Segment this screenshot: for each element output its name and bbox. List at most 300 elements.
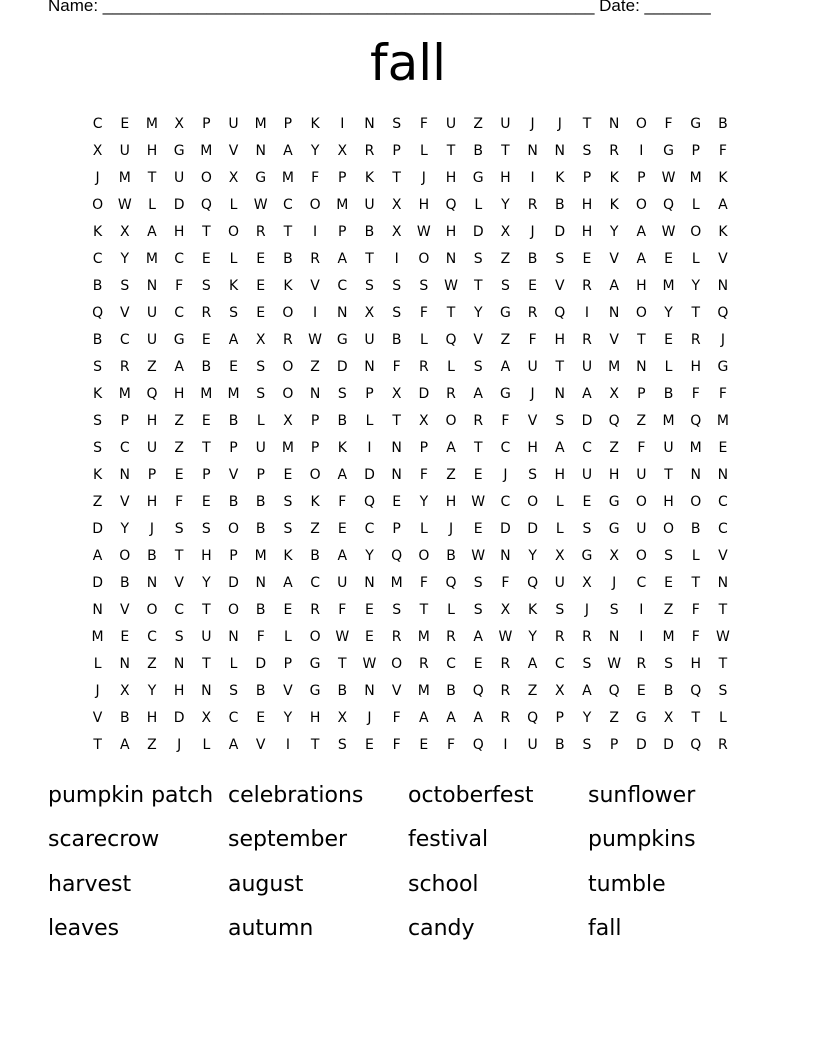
grid-letter: M (118, 385, 131, 402)
grid-letter: K (364, 169, 375, 186)
grid-letter: Q (717, 304, 729, 321)
grid-letter: T (446, 304, 456, 321)
grid-letter: Y (501, 196, 510, 213)
grid-letter: O (527, 493, 539, 510)
grid-letter: S (174, 628, 184, 645)
grid-letter: M (417, 628, 430, 645)
grid-letter: N (146, 277, 158, 294)
grid-letter: T (392, 412, 401, 429)
grid-letter: X (582, 574, 592, 591)
grid-letter: Y (528, 547, 537, 564)
grid-letter: V (228, 466, 239, 483)
grid-letter: Z (609, 709, 619, 726)
grid-letter: X (391, 223, 402, 240)
grid-letter: I (313, 223, 318, 240)
grid-letter: X (663, 709, 674, 726)
grid-row (84, 515, 744, 542)
grid-letter: F (392, 736, 401, 753)
grid-letter: F (691, 601, 700, 618)
grid-letter: O (690, 223, 702, 240)
grid-letter: S (120, 277, 130, 294)
grid-letter: U (146, 304, 158, 321)
grid-letter: H (418, 196, 430, 213)
grid-letter: T (555, 358, 565, 375)
grid-letter: Q (472, 682, 484, 699)
grid-row (84, 623, 744, 650)
grid-letter: P (392, 142, 401, 159)
grid-letter: A (554, 439, 565, 456)
grid-letter: S (337, 385, 347, 402)
grid-letter: M (336, 196, 349, 213)
grid-letter: C (92, 115, 103, 132)
grid-letter: X (201, 709, 212, 726)
grid-letter: O (119, 547, 131, 564)
letter-grid (84, 110, 744, 758)
grid-row (84, 407, 744, 434)
grid-letter: A (473, 709, 483, 726)
grid-letter: W (661, 169, 676, 186)
grid-letter: S (174, 520, 184, 537)
grid-letter: M (145, 250, 159, 267)
grid-letter: A (718, 196, 728, 213)
grid-letter: N (391, 466, 402, 483)
grid-row (84, 218, 744, 245)
grid-letter: O (309, 628, 321, 645)
grid-letter: D (364, 466, 375, 483)
grid-letter: N (173, 655, 185, 672)
grid-letter: M (254, 115, 267, 132)
grid-letter: R (391, 628, 402, 645)
grid-letter: U (500, 115, 511, 132)
grid-letter: V (119, 601, 130, 618)
grid-letter: X (609, 385, 619, 402)
grid-row (84, 542, 744, 569)
grid-letter: C (228, 709, 239, 726)
grid-letter: X (500, 601, 511, 618)
grid-letter: S (256, 385, 266, 402)
grid-letter: M (281, 169, 294, 186)
grid-letter: Z (92, 493, 103, 510)
grid-letter: B (337, 682, 348, 699)
grid-letter: L (419, 142, 428, 159)
grid-letter: O (635, 196, 647, 213)
grid-letter: S (93, 439, 103, 456)
grid-letter: B (119, 709, 130, 726)
word-bank-item: leaves (48, 915, 120, 941)
grid-letter: E (337, 520, 347, 537)
word-bank-item: octoberfest (408, 783, 534, 808)
grid-letter: T (147, 169, 157, 186)
grid-letter: T (202, 439, 211, 456)
grid-letter: A (446, 439, 456, 456)
grid-letter: J (612, 574, 617, 591)
grid-letter: C (718, 493, 728, 510)
grid-letter: R (201, 304, 212, 321)
grid-letter: B (92, 331, 103, 348)
grid-letter: E (664, 250, 673, 267)
grid-letter: P (637, 169, 646, 186)
grid-letter: V (255, 736, 266, 753)
grid-letter: M (689, 169, 702, 186)
grid-letter: E (283, 466, 293, 483)
grid-letter: K (93, 223, 103, 240)
grid-letter: O (635, 547, 647, 564)
grid-letter: Z (174, 412, 184, 429)
grid-letter: B (283, 250, 293, 267)
grid-letter: L (93, 655, 102, 672)
grid-letter: A (636, 250, 647, 267)
grid-letter: S (528, 466, 538, 483)
grid-letter: S (419, 277, 429, 294)
grid-letter: G (717, 358, 729, 375)
grid-letter: B (228, 493, 239, 510)
grid-letter: R (500, 655, 511, 672)
grid-letter: H (636, 277, 647, 294)
grid-letter: X (255, 331, 266, 348)
grid-letter: A (119, 736, 130, 753)
grid-letter: V (554, 277, 565, 294)
grid-letter: S (582, 736, 592, 753)
word-bank-item: festival (408, 827, 489, 853)
grid-letter: H (581, 196, 593, 213)
grid-letter: B (255, 493, 266, 510)
grid-letter: Y (310, 142, 320, 159)
grid-letter: F (528, 331, 537, 348)
grid-letter: B (201, 358, 212, 375)
grid-letter: Z (609, 439, 619, 456)
grid-letter: E (582, 250, 592, 267)
word-bank-item: candy (408, 915, 475, 941)
grid-letter: M (200, 142, 213, 159)
grid-letter: Y (609, 223, 619, 240)
grid-letter: B (337, 412, 348, 429)
grid-letter: L (365, 412, 374, 429)
grid-letter: R (500, 709, 511, 726)
grid-letter: B (446, 682, 456, 699)
grid-letter: M (662, 628, 675, 645)
grid-letter: V (609, 250, 619, 267)
grid-letter: R (418, 655, 429, 672)
grid-letter: U (201, 628, 212, 645)
grid-letter: J (503, 466, 508, 483)
grid-letter: C (174, 304, 185, 321)
grid-letter: U (228, 115, 239, 132)
grid-letter: Q (690, 682, 702, 699)
grid-letter: S (283, 493, 293, 510)
grid-letter: Q (608, 412, 620, 429)
grid-letter: H (146, 412, 158, 429)
grid-letter: Q (363, 493, 375, 510)
grid-letter: S (229, 304, 238, 321)
grid-row (84, 380, 744, 407)
grid-letter: B (228, 412, 239, 429)
grid-letter: S (664, 655, 673, 672)
grid-letter: O (228, 520, 240, 537)
grid-letter: S (555, 412, 565, 429)
grid-letter: F (447, 736, 456, 753)
grid-letter: X (554, 682, 565, 699)
grid-letter: W (444, 277, 458, 294)
grid-row (84, 731, 744, 758)
grid-letter: P (202, 466, 211, 483)
grid-letter: D (418, 385, 430, 402)
grid-letter: O (282, 304, 294, 321)
grid-letter: R (582, 331, 592, 348)
grid-letter: M (417, 682, 430, 699)
grid-letter: V (310, 277, 320, 294)
grid-letter: M (91, 628, 104, 645)
grid-letter: Y (202, 574, 211, 591)
grid-letter: L (555, 520, 564, 537)
word-bank-item: celebrations (228, 783, 364, 808)
grid-letter: X (283, 412, 293, 429)
grid-letter: G (472, 169, 484, 186)
grid-letter: P (283, 115, 293, 132)
grid-letter: A (337, 250, 348, 267)
grid-letter: G (255, 169, 267, 186)
grid-letter: E (473, 466, 483, 483)
grid-letter: T (718, 601, 728, 618)
grid-letter: K (718, 169, 728, 186)
grid-letter: S (582, 655, 592, 672)
grid-letter: S (473, 250, 483, 267)
grid-letter: W (253, 196, 268, 213)
grid-letter: V (92, 709, 103, 726)
grid-letter: R (500, 682, 511, 699)
grid-letter: R (255, 223, 266, 240)
grid-letter: R (364, 142, 375, 159)
grid-letter: F (718, 142, 727, 159)
grid-letter: R (527, 304, 538, 321)
grid-letter: I (503, 736, 508, 753)
grid-letter: T (582, 115, 592, 132)
word-bank-item: scarecrow (48, 827, 160, 853)
grid-letter: R (609, 142, 620, 159)
grid-letter: M (254, 547, 267, 564)
grid-letter: K (609, 196, 619, 213)
grid-letter: S (256, 358, 266, 375)
grid-letter: O (228, 223, 240, 240)
grid-letter: T (691, 709, 700, 726)
grid-letter: Z (473, 115, 484, 132)
grid-letter: Z (500, 250, 511, 267)
grid-letter: C (119, 331, 130, 348)
grid-letter: R (718, 736, 728, 753)
grid-letter: E (528, 277, 538, 294)
grid-letter: M (716, 412, 729, 429)
grid-letter: N (500, 547, 511, 564)
grid-letter: N (445, 250, 457, 267)
grid-letter: H (690, 358, 701, 375)
grid-letter: O (391, 655, 403, 672)
grid-letter: A (419, 709, 429, 726)
grid-letter: T (310, 736, 320, 753)
grid-letter: Z (446, 466, 456, 483)
grid-letter: P (555, 709, 564, 726)
grid-letter: L (148, 196, 156, 213)
grid-letter: U (554, 574, 565, 591)
grid-letter: P (338, 223, 347, 240)
grid-letter: N (717, 277, 729, 294)
grid-letter: L (447, 601, 455, 618)
grid-row (84, 245, 744, 272)
grid-letter: F (419, 466, 428, 483)
grid-letter: Y (283, 709, 293, 726)
grid-letter: F (637, 439, 646, 456)
grid-letter: L (202, 736, 211, 753)
grid-letter: E (201, 493, 211, 510)
grid-letter: F (392, 358, 401, 375)
grid-letter: U (527, 358, 538, 375)
grid-letter: A (228, 736, 239, 753)
grid-letter: C (92, 250, 103, 267)
grid-letter: I (285, 736, 290, 753)
grid-letter: H (663, 493, 674, 510)
grid-letter: B (663, 682, 674, 699)
grid-row (84, 272, 744, 299)
grid-letter: E (229, 358, 238, 375)
grid-letter: P (229, 547, 238, 564)
grid-letter: E (120, 628, 130, 645)
grid-letter: X (391, 385, 402, 402)
grid-letter: P (365, 385, 374, 402)
grid-letter: B (554, 736, 565, 753)
grid-letter: G (690, 115, 702, 132)
grid-letter: J (530, 115, 535, 132)
grid-letter: M (390, 574, 403, 591)
grid-letter: H (201, 547, 212, 564)
grid-letter: T (473, 277, 483, 294)
grid-letter: E (582, 493, 592, 510)
grid-letter: H (309, 709, 321, 726)
name-date-line: Name: ____________________________________________________ Date: _______ (48, 0, 711, 15)
word-bank-item: harvest (48, 871, 132, 897)
grid-letter: P (419, 439, 429, 456)
grid-letter: H (146, 493, 158, 510)
grid-letter: N (119, 655, 131, 672)
grid-letter: N (608, 304, 620, 321)
grid-letter: E (256, 250, 266, 267)
grid-letter: F (311, 169, 320, 186)
grid-letter: T (664, 466, 673, 483)
grid-letter: Z (310, 520, 320, 537)
grid-letter: Y (147, 682, 157, 699)
grid-letter: S (473, 601, 483, 618)
grid-letter: H (445, 169, 457, 186)
grid-letter: O (200, 169, 212, 186)
grid-letter: T (473, 439, 483, 456)
word-bank-item: fall (588, 915, 622, 941)
word-bank-item: sunflower (588, 783, 696, 808)
grid-letter: L (474, 196, 483, 213)
grid-letter: E (419, 736, 429, 753)
grid-letter: B (255, 520, 266, 537)
grid-letter: M (689, 439, 702, 456)
grid-letter: W (715, 628, 730, 645)
grid-letter: L (719, 709, 727, 726)
grid-letter: O (690, 493, 702, 510)
grid-letter: V (391, 682, 402, 699)
grid-letter: W (661, 223, 676, 240)
grid-letter: H (173, 223, 185, 240)
grid-letter: F (175, 493, 184, 510)
grid-letter: E (120, 115, 130, 132)
grid-letter: D (228, 574, 239, 591)
grid-letter: P (338, 169, 347, 186)
grid-letter: P (147, 466, 157, 483)
grid-letter: X (92, 142, 103, 159)
grid-letter: Z (147, 655, 157, 672)
grid-row (84, 164, 744, 191)
grid-letter: R (582, 277, 592, 294)
grid-letter: H (500, 169, 511, 186)
grid-letter: X (419, 412, 429, 429)
grid-letter: U (255, 439, 266, 456)
grid-letter: A (228, 331, 239, 348)
grid-letter: H (173, 682, 185, 699)
grid-letter: K (310, 493, 320, 510)
grid-letter: F (175, 277, 184, 294)
grid-letter: B (690, 520, 701, 537)
grid-letter: E (201, 331, 211, 348)
grid-letter: G (608, 520, 620, 537)
grid-letter: Q (391, 547, 403, 564)
grid-letter: M (145, 115, 159, 132)
grid-letter: G (663, 142, 674, 159)
grid-letter: E (256, 277, 266, 294)
grid-letter: H (146, 142, 158, 159)
grid-letter: G (309, 655, 321, 672)
grid-letter: P (283, 655, 293, 672)
grid-letter: T (338, 655, 347, 672)
word-bank-item: tumble (588, 871, 666, 897)
grid-letter: D (92, 574, 103, 591)
grid-letter: W (498, 628, 513, 645)
grid-letter: Q (445, 574, 457, 591)
grid-letter: T (202, 601, 211, 618)
grid-letter: A (283, 142, 293, 159)
grid-letter: H (690, 655, 701, 672)
grid-letter: T (202, 655, 211, 672)
grid-letter: W (308, 331, 323, 348)
grid-row (84, 704, 744, 731)
grid-letter: G (173, 331, 185, 348)
grid-letter: Q (554, 304, 566, 321)
grid-letter: K (555, 169, 565, 186)
grid-letter: L (284, 628, 292, 645)
grid-letter: T (392, 169, 401, 186)
grid-letter: E (365, 736, 374, 753)
grid-letter: O (418, 547, 430, 564)
grid-letter: X (500, 223, 511, 240)
grid-letter: A (92, 547, 103, 564)
grid-letter: E (201, 250, 211, 267)
grid-letter: U (364, 196, 375, 213)
grid-letter: D (527, 520, 538, 537)
grid-letter: W (117, 196, 132, 213)
grid-letter: T (283, 223, 293, 240)
grid-letter: S (582, 142, 592, 159)
grid-letter: A (473, 628, 483, 645)
grid-row (84, 137, 744, 164)
grid-row (84, 434, 744, 461)
grid-letter: O (309, 196, 321, 213)
grid-row (84, 110, 744, 137)
grid-letter: E (201, 412, 211, 429)
grid-letter: B (663, 385, 674, 402)
grid-letter: R (690, 331, 701, 348)
grid-letter: E (365, 628, 374, 645)
